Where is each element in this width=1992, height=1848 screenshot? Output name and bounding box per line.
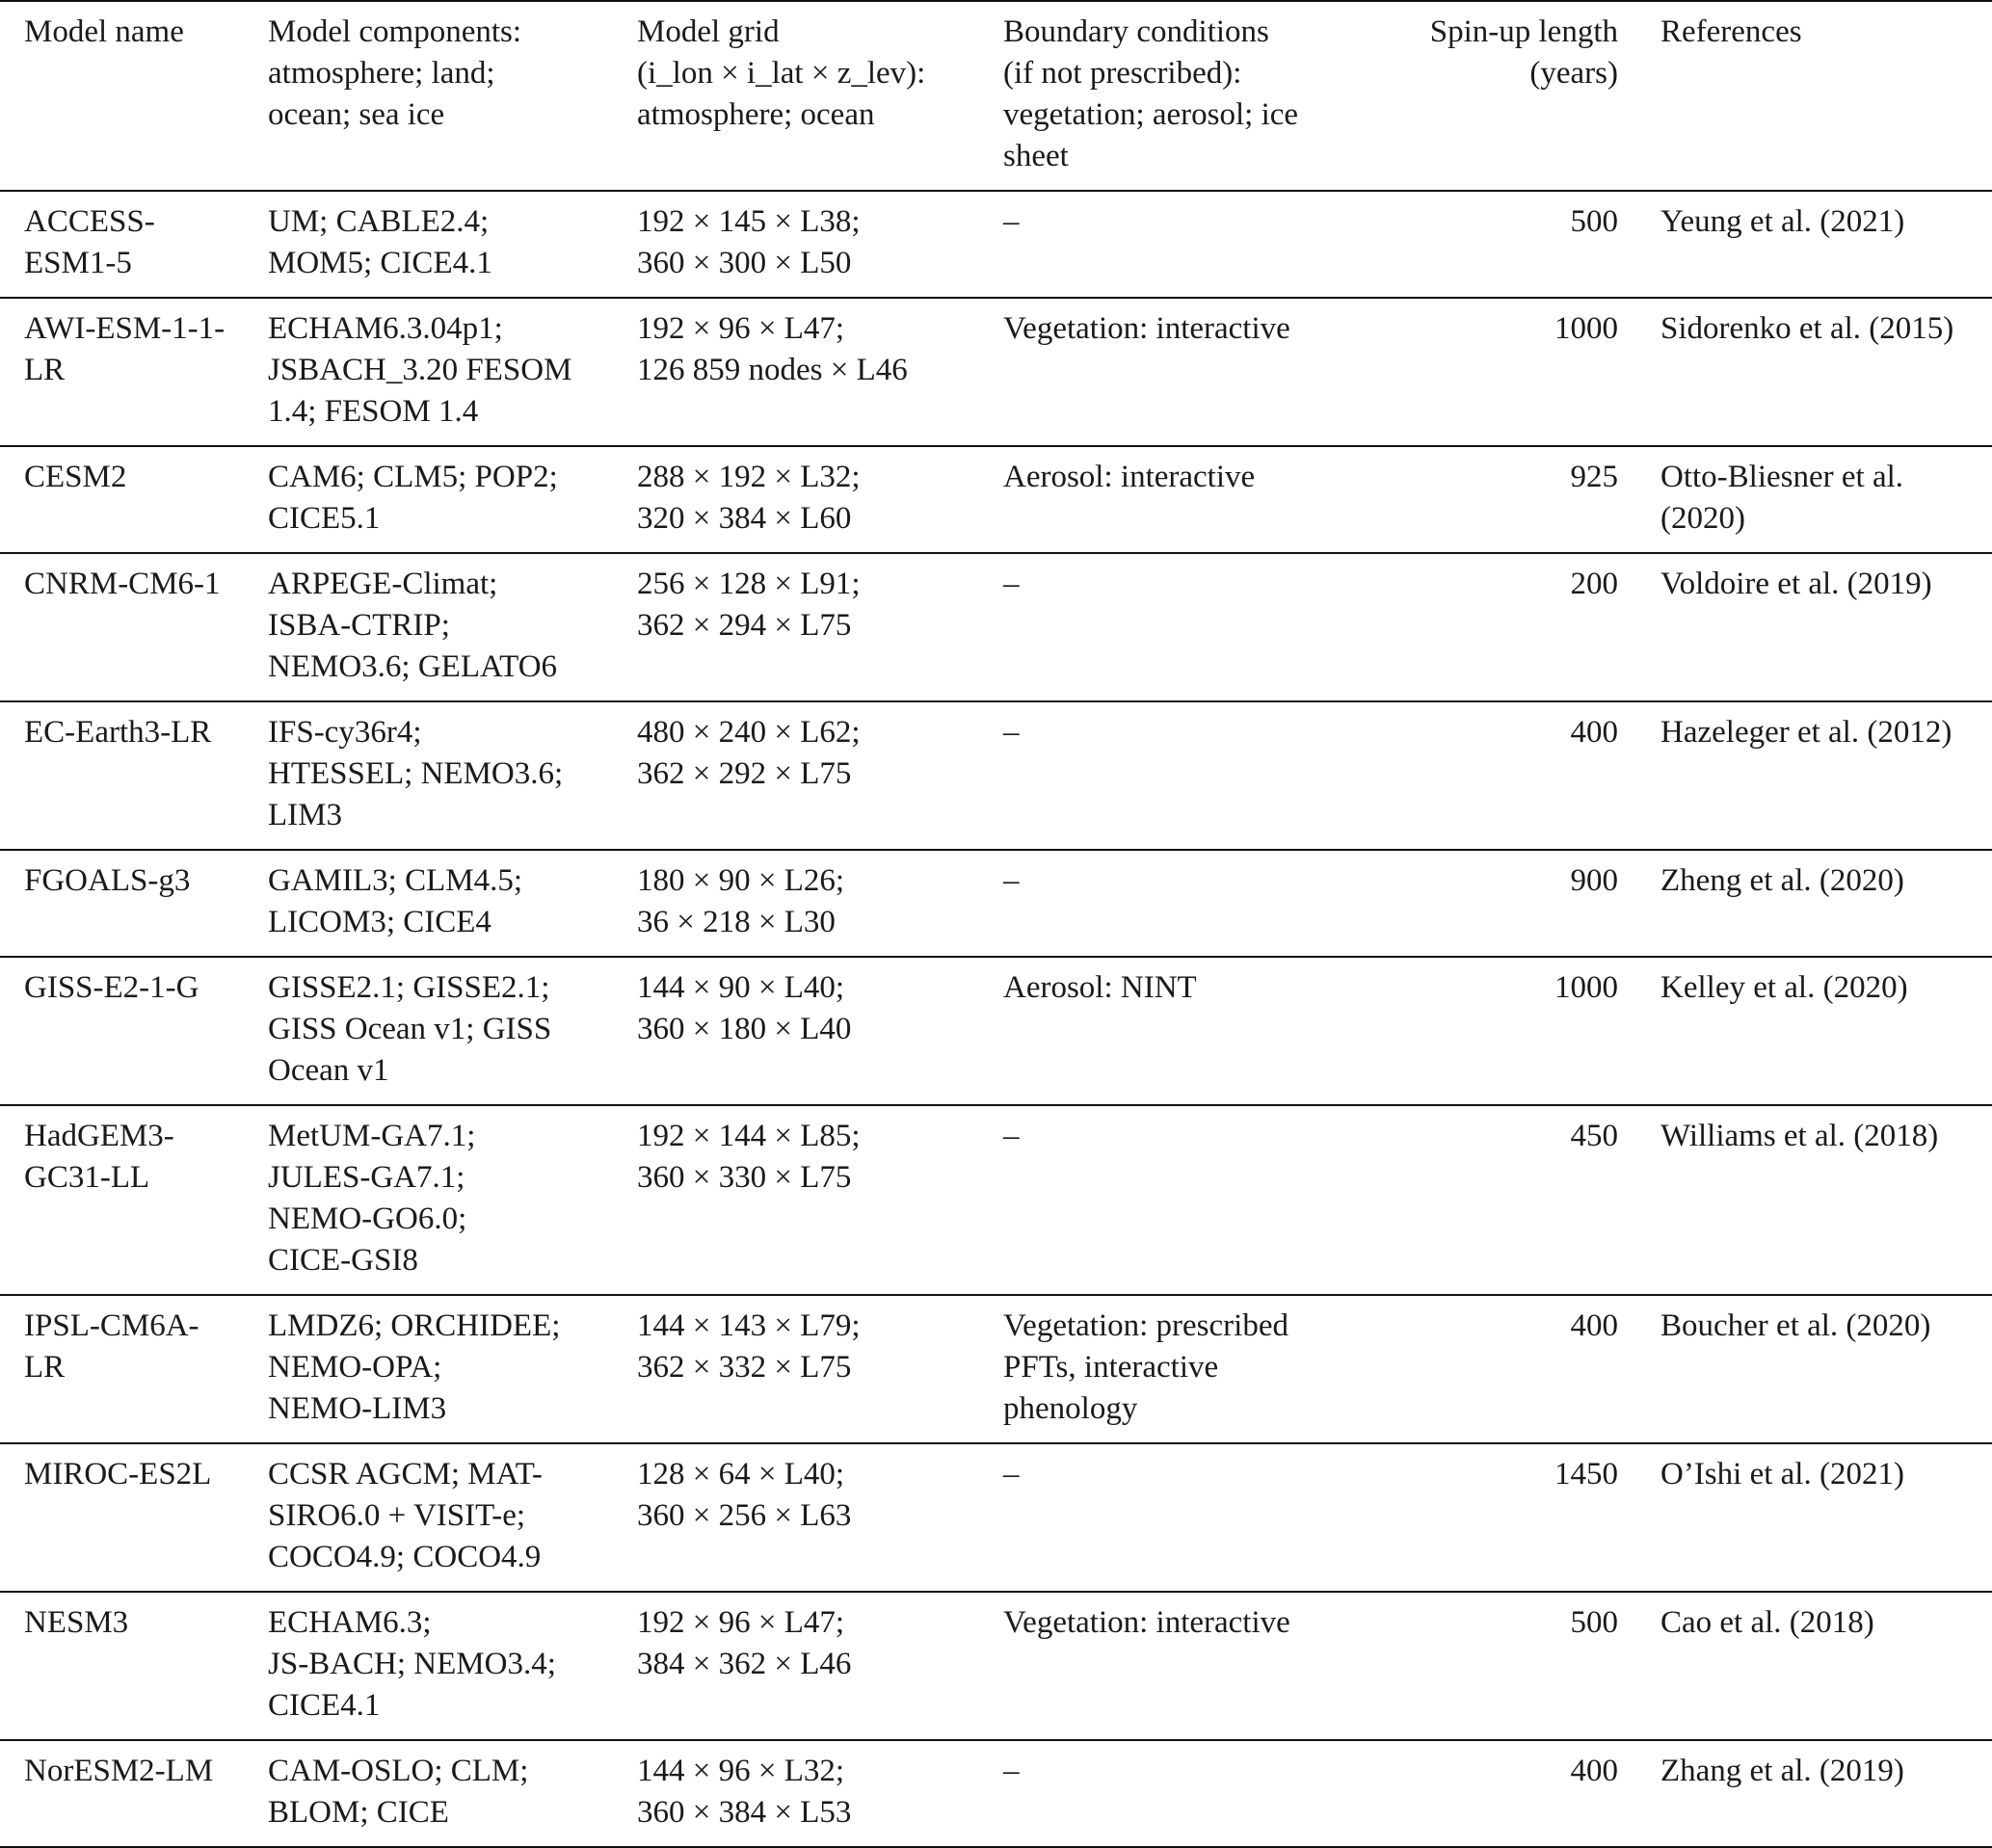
cell-model-grid: 256 × 128 × L91; 362 × 294 × L75 [637, 567, 861, 643]
cell-spin-up-length: 400 [1570, 1308, 1618, 1343]
cell-spin-up-length: 500 [1570, 204, 1618, 239]
table-row [0, 191, 1992, 298]
cell-spin-up-length: 1450 [1554, 1457, 1618, 1492]
cell-reference: Zheng et al. (2020) [1660, 863, 1904, 898]
cell-spin-up-length: 200 [1570, 567, 1618, 601]
cell-model-name: MIROC-ES2L [24, 1457, 212, 1492]
cell-model-name: ACCESS- ESM1-5 [24, 204, 155, 280]
cell-reference: Voldoire et al. (2019) [1660, 567, 1932, 601]
table-row [0, 1740, 1992, 1847]
table-row [0, 1592, 1992, 1740]
cell-model-components: UM; CABLE2.4; MOM5; CICE4.1 [268, 204, 492, 280]
cell-spin-up-length: 450 [1570, 1119, 1618, 1153]
cell-reference: Boucher et al. (2020) [1660, 1308, 1931, 1343]
cell-reference: Yeung et al. (2021) [1660, 204, 1905, 239]
cell-boundary-conditions: – [1003, 1754, 1020, 1788]
cell-model-components: CCSR AGCM; MAT- SIRO6.0 + VISIT-e; COCO4.9; COCO4.9 [268, 1457, 543, 1574]
header-model-grid: Model grid (i_lon × i_lat × z_lev): atmosphere; ocean [637, 14, 926, 132]
cell-spin-up-length: 1000 [1554, 970, 1618, 1005]
cell-spin-up-length: 1000 [1554, 311, 1618, 346]
cell-reference: Williams et al. (2018) [1660, 1119, 1939, 1153]
cell-spin-up-length: 400 [1570, 1754, 1618, 1788]
cell-model-name: AWI-ESM-1-1- LR [24, 311, 226, 387]
cell-model-name: CESM2 [24, 460, 127, 494]
table-row [0, 957, 1992, 1105]
cell-boundary-conditions: Vegetation: interactive [1003, 1605, 1290, 1640]
header-row [0, 1, 1992, 191]
table-header [0, 1, 1992, 191]
cell-boundary-conditions: Aerosol: interactive [1003, 460, 1256, 494]
cell-model-components: MetUM-GA7.1; JULES-GA7.1; NEMO-GO6.0; CICE-GSI8 [268, 1119, 476, 1278]
cell-reference: Otto-Bliesner et al. (2020) [1660, 460, 1904, 536]
table-row [0, 553, 1992, 701]
cell-model-name: NorESM2-LM [24, 1754, 214, 1788]
cell-model-name: GISS-E2-1-G [24, 970, 199, 1005]
table-row [0, 850, 1992, 957]
cell-model-grid: 144 × 143 × L79; 362 × 332 × L75 [637, 1308, 861, 1385]
cell-boundary-conditions: – [1003, 204, 1020, 239]
cell-model-grid: 480 × 240 × L62; 362 × 292 × L75 [637, 715, 861, 791]
table-row [0, 298, 1992, 446]
cell-model-name: IPSL-CM6A- LR [24, 1308, 199, 1385]
header-spin-up-length: Spin-up length (years) [1429, 14, 1618, 91]
cell-reference: Kelley et al. (2020) [1660, 970, 1908, 1005]
cell-model-components: CAM6; CLM5; POP2; CICE5.1 [268, 460, 558, 536]
cell-boundary-conditions: – [1003, 863, 1020, 898]
cell-spin-up-length: 925 [1570, 460, 1618, 494]
cell-model-grid: 144 × 90 × L40; 360 × 180 × L40 [637, 970, 852, 1046]
cell-model-grid: 180 × 90 × L26; 36 × 218 × L30 [637, 863, 845, 939]
cell-reference: Hazeleger et al. (2012) [1660, 715, 1952, 750]
cell-boundary-conditions: – [1003, 1119, 1020, 1153]
cell-model-components: ECHAM6.3; JS-BACH; NEMO3.4; CICE4.1 [268, 1605, 556, 1723]
cell-reference: Sidorenko et al. (2015) [1660, 311, 1954, 346]
cell-model-name: EC-Earth3-LR [24, 715, 212, 750]
cell-reference: Cao et al. (2018) [1660, 1605, 1874, 1640]
table-row [0, 446, 1992, 553]
cell-model-grid: 192 × 145 × L38; 360 × 300 × L50 [637, 204, 861, 280]
cell-model-name: FGOALS-g3 [24, 863, 191, 898]
table-body [0, 191, 1992, 1847]
cell-model-name: CNRM-CM6-1 [24, 567, 221, 601]
cell-boundary-conditions: – [1003, 1457, 1020, 1492]
cell-model-name: NESM3 [24, 1605, 129, 1640]
cell-model-grid: 192 × 96 × L47; 384 × 362 × L46 [637, 1605, 852, 1681]
cell-model-grid: 288 × 192 × L32; 320 × 384 × L60 [637, 460, 861, 536]
header-references: References [1660, 14, 1802, 49]
cell-model-grid: 192 × 144 × L85; 360 × 330 × L75 [637, 1119, 861, 1195]
cell-boundary-conditions: – [1003, 715, 1020, 750]
cell-boundary-conditions: – [1003, 567, 1020, 601]
cell-spin-up-length: 500 [1570, 1605, 1618, 1640]
cell-model-components: IFS-cy36r4; HTESSEL; NEMO3.6; LIM3 [268, 715, 564, 832]
table-row [0, 701, 1992, 850]
cell-model-components: CAM-OSLO; CLM; BLOM; CICE [268, 1754, 529, 1830]
table-row [0, 1443, 1992, 1592]
header-model-components: Model components: atmosphere; land; ocean; sea ice [268, 14, 522, 132]
header-boundary-conditions: Boundary conditions (if not prescribed): vegetation; aerosol; ice sheet [1003, 14, 1299, 173]
cell-model-grid: 144 × 96 × L32; 360 × 384 × L53 [637, 1754, 852, 1830]
cell-spin-up-length: 900 [1570, 863, 1618, 898]
cell-model-components: LMDZ6; ORCHIDEE; NEMO-OPA; NEMO-LIM3 [268, 1308, 561, 1426]
cell-model-components: ARPEGE-Climat; ISBA-CTRIP; NEMO3.6; GELATO6 [268, 567, 558, 684]
cell-spin-up-length: 400 [1570, 715, 1618, 750]
cell-model-components: GISSE2.1; GISSE2.1; GISS Ocean v1; GISS Ocean v1 [268, 970, 552, 1088]
cell-model-components: GAMIL3; CLM4.5; LICOM3; CICE4 [268, 863, 522, 939]
cell-reference: Zhang et al. (2019) [1660, 1754, 1904, 1788]
cell-boundary-conditions: Vegetation: interactive [1003, 311, 1290, 346]
cell-model-components: ECHAM6.3.04p1; JSBACH_3.20 FESOM 1.4; FESOM 1.4 [268, 311, 572, 429]
cell-model-name: HadGEM3- GC31-LL [24, 1119, 174, 1195]
cell-model-grid: 192 × 96 × L47; 126 859 nodes × L46 [637, 311, 908, 387]
table-row [0, 1105, 1992, 1295]
cell-boundary-conditions: Vegetation: prescribed PFTs, interactive phenology [1003, 1308, 1288, 1426]
cell-boundary-conditions: Aerosol: NINT [1003, 970, 1197, 1005]
cell-model-grid: 128 × 64 × L40; 360 × 256 × L63 [637, 1457, 852, 1533]
header-model-name: Model name [24, 14, 184, 49]
table-row [0, 1295, 1992, 1443]
cell-reference: O’Ishi et al. (2021) [1660, 1457, 1904, 1492]
